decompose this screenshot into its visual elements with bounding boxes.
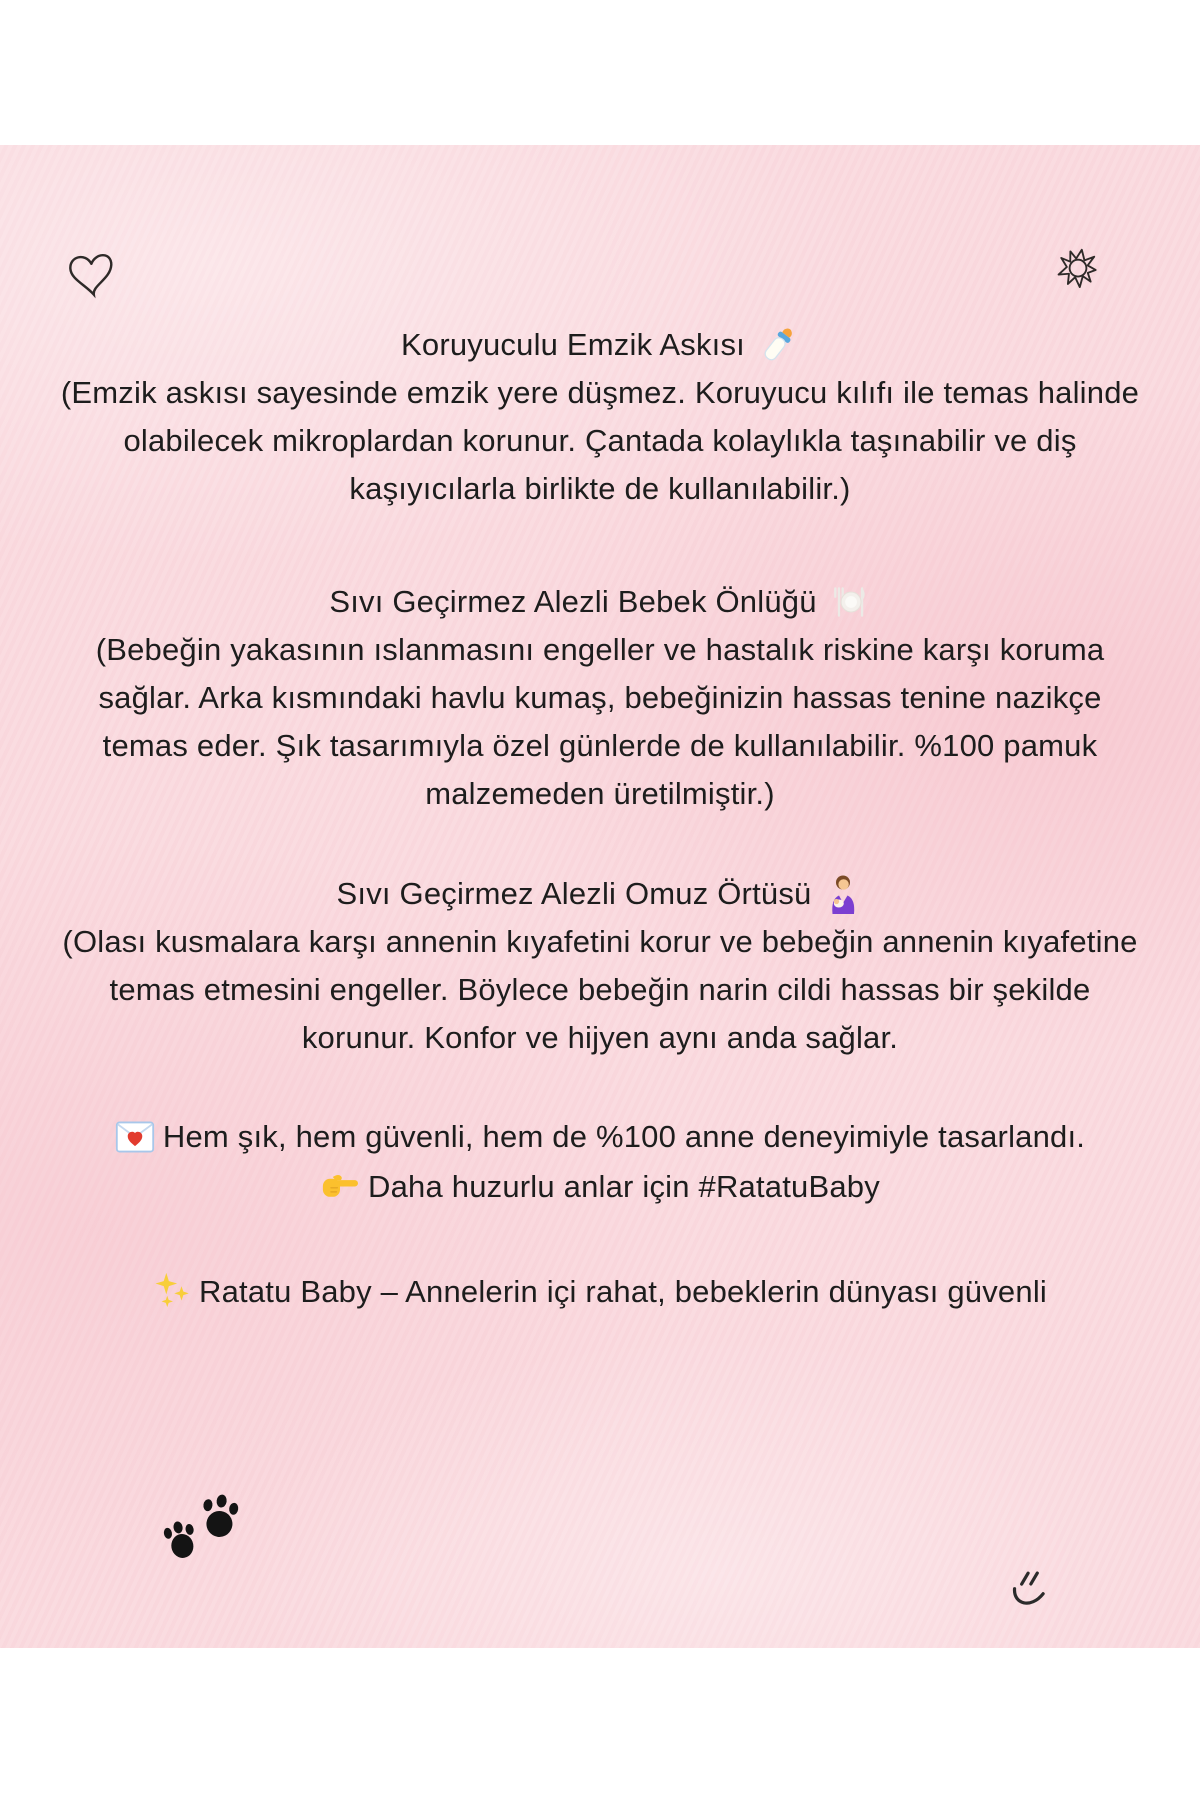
section-body: (Olası kusmalara karşı annenin kıyafetini korur ve bebeğin annenin kıyafetine temas etmesini engeller. Böylece bebeğin narin cildi hassas bir şekilde korunur. Konfor ve hijyen aynı anda sağlar. [62, 924, 1138, 1055]
tagline-text: Ratatu Baby – Annelerin içi rahat, bebeklerin dünyası güvenli [198, 1274, 1047, 1309]
highlight-line-1 [110, 1112, 1090, 1162]
post-text-content [45, 145, 1155, 1316]
tagline-line [45, 1268, 1155, 1316]
baby-bottle-icon [757, 324, 799, 366]
plate-with-cutlery-icon [829, 581, 871, 623]
section-body: (Bebeğin yakasının ıslanmasını engeller ve hastalık riskine karşı koruma sağlar. Arka kısmındaki havlu kumaş, bebeğinizin hassas tenine nazikçe temas eder. Şık tasarımıyla özel günlerde de kullanılabilir. %100 pamuk malzemeden üretilmiştir.) [95, 632, 1105, 811]
highlight-text: Hem şık, hem güvenli, hem de %100 anne deneyimiyle tasarlandı. [162, 1119, 1086, 1154]
tagline-block [45, 1268, 1155, 1316]
highlights-block [45, 1112, 1155, 1212]
wink-smiley-doodle-icon [1000, 1560, 1060, 1626]
love-letter-icon [115, 1120, 155, 1154]
section-emzik-askisi [45, 321, 1155, 513]
breastfeeding-icon [823, 873, 863, 915]
section-title [45, 321, 1155, 369]
section-bebek-onlugu [45, 578, 1155, 818]
section-omuz-ortusu [45, 870, 1155, 1062]
paw-prints-icon [158, 1486, 246, 1566]
section-title [45, 870, 1155, 918]
section-title-text: Sıvı Geçirmez Alezli Omuz Örtüsü [336, 876, 812, 911]
highlight-text: Daha huzurlu anlar için #RatatuBaby [368, 1169, 880, 1204]
highlight-line-2 [45, 1162, 1155, 1212]
section-title [45, 578, 1155, 626]
sparkles-icon [153, 1271, 191, 1309]
section-title-text: Sıvı Geçirmez Alezli Bebek Önlüğü [329, 584, 817, 619]
section-body: (Emzik askısı sayesinde emzik yere düşmez. Koruyucu kılıfı ile temas halinde olabilecek mikroplardan korunur. Çantada kolaylıkla taşınabilir ve diş kaşıyıcılarla birlikte de kullanılabilir.) [60, 375, 1140, 506]
pointing-right-icon [320, 1168, 360, 1204]
section-title-text: Koruyuculu Emzik Askısı [401, 327, 745, 362]
